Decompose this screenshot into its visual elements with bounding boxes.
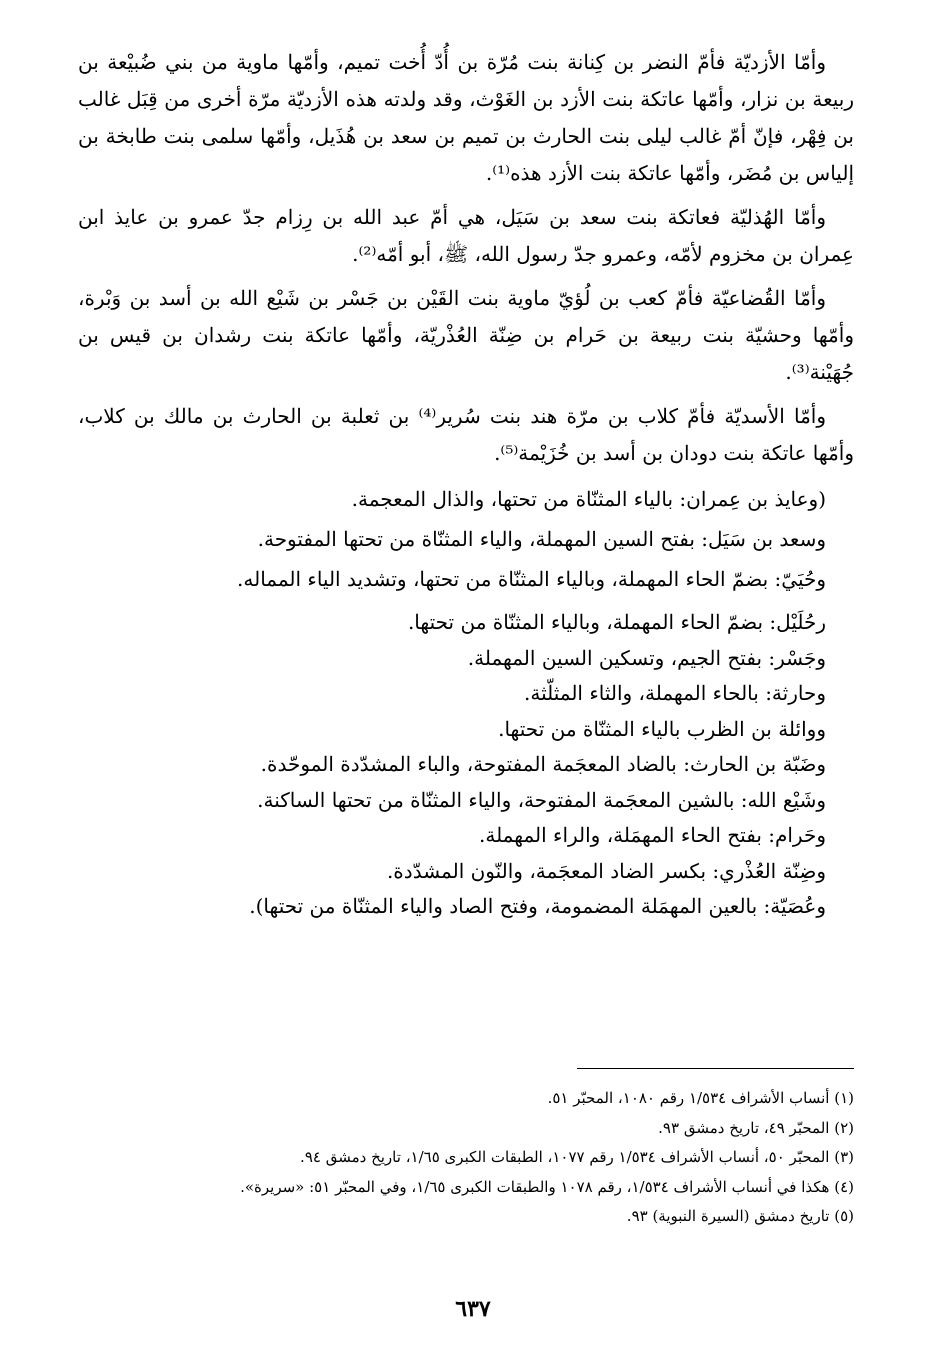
footnote: (٢) المحبّر ٤٩، تاريخ دمشق ٩٣.	[658, 1118, 854, 1137]
gloss-line: وسعد بن سَيَل: بفتح السين المهملة، والياء المثنّاة من تحتها المفتوحة.	[257, 527, 826, 551]
gloss-line: وحُيَيّ: بضمّ الحاء المهملة، وبالياء المثنّاة من تحتها، وتشديد الياء المماله.	[237, 567, 826, 591]
paragraph-text: وأمّا الهُذليّة فعاتكة بنت سعد بن سَيَل، هي أمّ عبد الله بن رِزام جدّ عمرو بن عايذ ابن عِمران بن مخزوم لأمّه، وعمرو جدّ رسول الله، ﷺ، أبو أمّه⁽²⁾.	[78, 205, 854, 266]
footnote: (٣) المحبّر ٥٠، أنساب الأشراف ١/٥٣٤ رقم ١٠٧٧، الطبقات الكبرى ١/٦٥، تاريخ دمشق ٩٤.	[300, 1148, 854, 1166]
paragraph-text: وأمّا الأزديّة فأمّ النضر بن كِنانة بنت مُرّة بن أُدّ أُخت تميم، وأمّها ماوية من بني ضُبيْعة بن ربيعة بن نزار، وأمّها عاتكة بنت الأزد بن الغَوْث، وقد ولدته هذه الأزديّة مرّة أخرى من قِبَل غالب بن فِهْر، فإنّ أمّ غالب ليلى بنت الحارث بن تميم بن سعد بن هُذَيل، وأمّها سلمى بنت طابخة بن إلياس بن مُضَر، وأمّها عاتكة بنت الأزد هذه⁽¹⁾.	[78, 50, 854, 185]
page-number: ٦٣٧	[455, 1296, 491, 1322]
footnote: (١) أنساب الأشراف ١/٥٣٤ رقم ١٠٨٠، المحبّر ٥١.	[547, 1089, 854, 1107]
gloss-line: رحُلَيْل: بضمّ الحاء المهملة، وبالياء المثنّاة من تحتها.	[407, 610, 826, 634]
paragraph-qudaiyya	[78, 280, 854, 391]
gloss-line: (وعايذ بن عِمران: بالياء المثنّاة من تحتها، والذال المعجمة.	[351, 487, 826, 511]
paragraph-text: وأمّا القُضاعيّة فأمّ كعب بن لُؤيّ ماوية بنت القَيْن بن جَسْر بن شَيْع الله بن أسد بن وَبْرة، وأمّها وحشيّة بنت ربيعة بن حَرام بن ضِنّة العُذْريّة، وأمّها عاتكة بنت رشدان بن قيس بن جُهَيْنة⁽³⁾.	[78, 286, 854, 384]
gloss-line: وحَرام: بفتح الحاء المهمَلة، والراء المهملة.	[478, 823, 826, 847]
footnotes	[78, 1084, 854, 1232]
gloss-line: وضِنّة العُذْري: بكسر الضاد المعجَمة، والنّون المشدّدة.	[386, 858, 826, 883]
gloss-list	[78, 479, 854, 925]
gloss-line: وحارثة: بالحاء المهملة، والثاء المثلّثة.	[523, 681, 826, 705]
gloss-line: وشَيْع الله: بالشين المعجَمة المفتوحة، والياء المثنّاة من تحتها الساكنة.	[257, 787, 826, 812]
footnote-divider	[577, 1068, 854, 1069]
paragraph-azdiyya	[78, 44, 854, 192]
gloss-line: وجَسْر: بفتح الجيم، وتسكين السين المهملة.	[467, 645, 826, 670]
footnote: (٤) هكذا في أنساب الأشراف ١/٥٣٤، رقم ١٠٧٨ والطبقات الكبرى ١/٦٥، وفي المحبّر ٥١: «سريرة».	[240, 1177, 854, 1196]
gloss-line: وضَبّة بن الحارث: بالضاد المعجَمة المفتوحة، والباء المشدّدة الموحّدة.	[260, 752, 826, 776]
footnote: (٥) تاريخ دمشق (السيرة النبوية) ٩٣.	[626, 1207, 854, 1225]
page-body	[78, 44, 854, 925]
paragraph-text: وأمّا الأسديّة فأمّ كلاب بن مرّة هند بنت سُرير⁽⁴⁾ بن ثعلبة بن الحارث بن مالك بن كلاب، وأمّها عاتكة بنت دودان بن أسد بن خُزَيْمة⁽⁵⁾.	[78, 404, 854, 465]
gloss-line: وعُصَيّة: بالعين المهمَلة المضمومة، وفتح الصاد والياء المثنّاة من تحتها).	[249, 894, 826, 918]
paragraph-hudhaliyya	[78, 199, 854, 273]
paragraph-asadiyya	[78, 398, 854, 472]
gloss-line: ووائلة بن الظرب بالياء المثنّاة من تحتها.	[498, 716, 826, 741]
